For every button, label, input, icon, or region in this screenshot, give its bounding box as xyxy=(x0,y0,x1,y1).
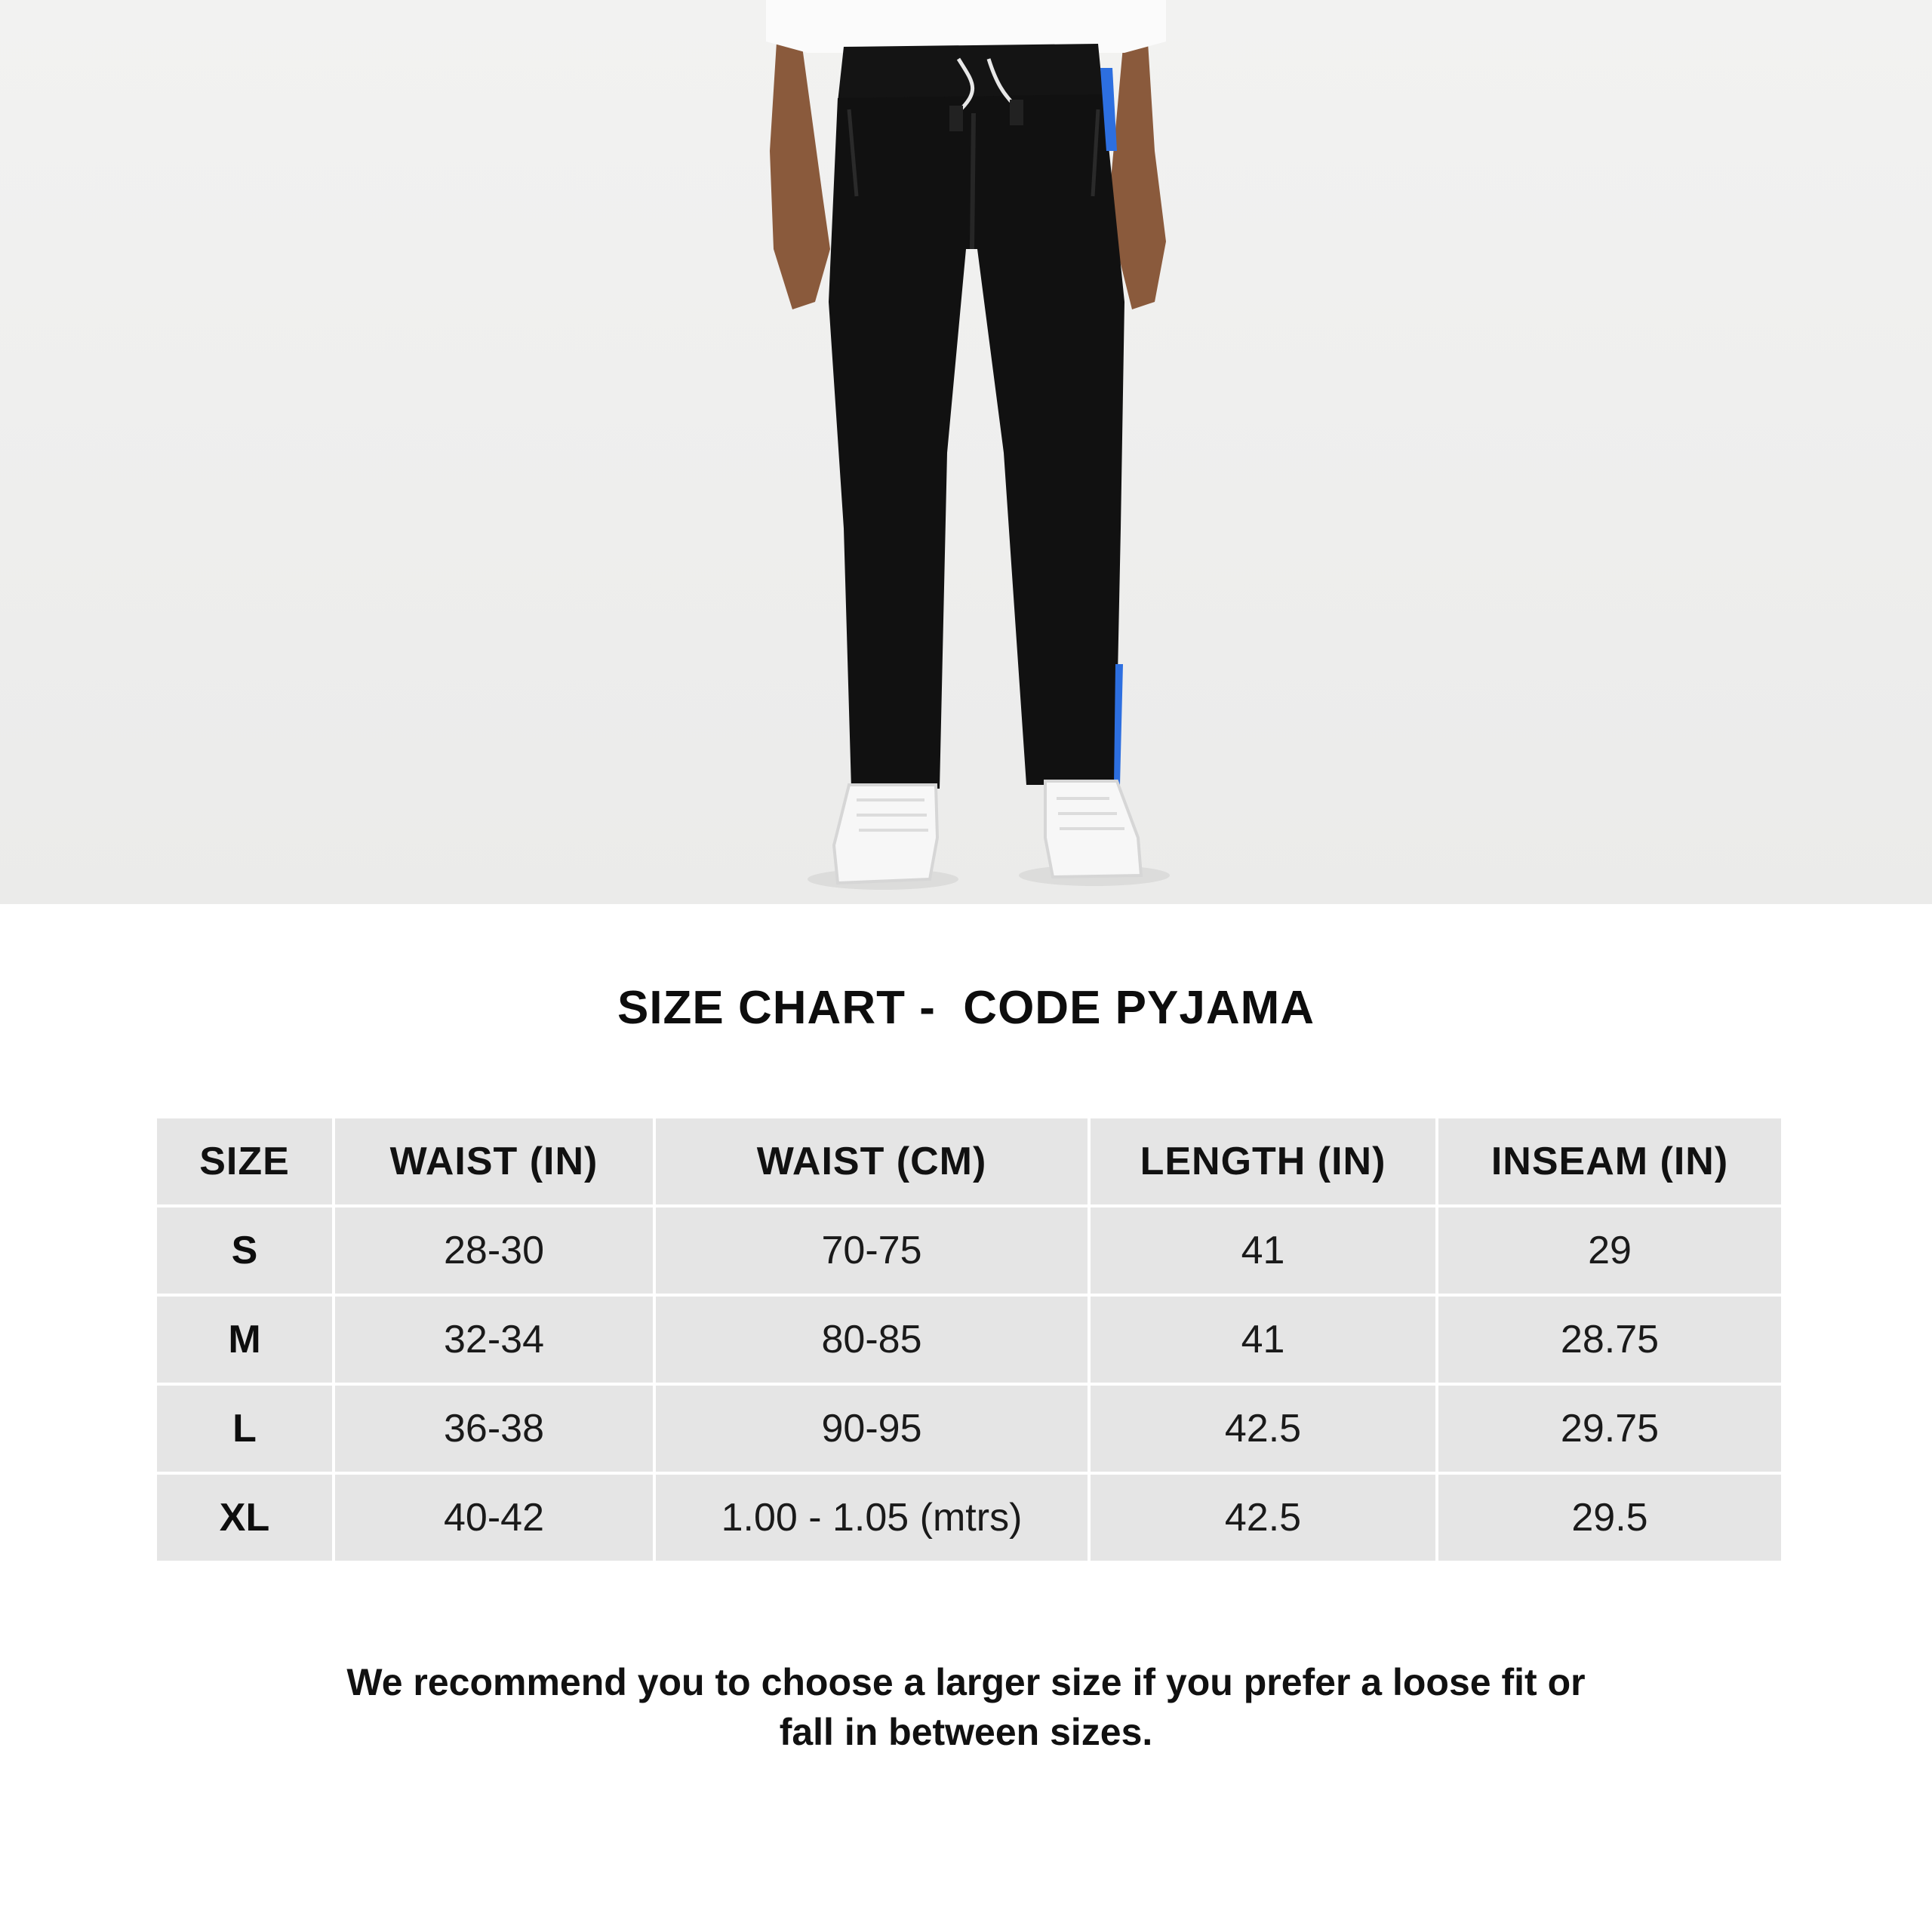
length-in-cell: 41 xyxy=(1091,1297,1435,1383)
product-photo-illustration xyxy=(0,0,1932,904)
inseam-in-cell: 29.75 xyxy=(1438,1386,1781,1472)
length-in-cell: 41 xyxy=(1091,1208,1435,1294)
white-tshirt-icon xyxy=(766,0,1166,53)
column-header-inseam-in: INSEAM (IN) xyxy=(1438,1118,1781,1204)
table-row xyxy=(157,1386,1781,1472)
column-header-waist-in: WAIST (IN) xyxy=(335,1118,653,1204)
waist-cm-cell: 1.00 - 1.05 (mtrs) xyxy=(656,1475,1088,1561)
table-row xyxy=(157,1475,1781,1561)
column-header-size: SIZE xyxy=(157,1118,332,1204)
product-photo xyxy=(0,0,1932,904)
waist-cm-cell: 70-75 xyxy=(656,1208,1088,1294)
footnote-line-2: fall in between sizes. xyxy=(779,1711,1153,1753)
column-header-waist-cm: WAIST (CM) xyxy=(656,1118,1088,1204)
waist-in-cell: 40-42 xyxy=(335,1475,653,1561)
length-in-cell: 42.5 xyxy=(1091,1475,1435,1561)
size-cell: L xyxy=(157,1386,332,1472)
page-title: SIZE CHART - CODE PYJAMA xyxy=(617,982,1315,1034)
fit-recommendation-note xyxy=(0,1657,1932,1757)
waist-in-cell: 28-30 xyxy=(335,1208,653,1294)
inseam-in-cell: 29.5 xyxy=(1438,1475,1781,1561)
size-cell: M xyxy=(157,1297,332,1383)
inseam-in-cell: 29 xyxy=(1438,1208,1781,1294)
waist-cm-cell: 90-95 xyxy=(656,1386,1088,1472)
column-header-length-in: LENGTH (IN) xyxy=(1091,1118,1435,1204)
table-row xyxy=(157,1208,1781,1294)
waist-in-cell: 36-38 xyxy=(335,1386,653,1472)
length-in-cell: 42.5 xyxy=(1091,1386,1435,1472)
waist-cm-cell: 80-85 xyxy=(656,1297,1088,1383)
table-header-row xyxy=(157,1118,1781,1204)
table-row xyxy=(157,1297,1781,1383)
size-cell: XL xyxy=(157,1475,332,1561)
size-table xyxy=(154,1115,1784,1564)
footnote-line-1: We recommend you to choose a larger size if you prefer a loose fit or xyxy=(346,1661,1586,1703)
inseam-in-cell: 28.75 xyxy=(1438,1297,1781,1383)
waist-in-cell: 32-34 xyxy=(335,1297,653,1383)
size-cell: S xyxy=(157,1208,332,1294)
